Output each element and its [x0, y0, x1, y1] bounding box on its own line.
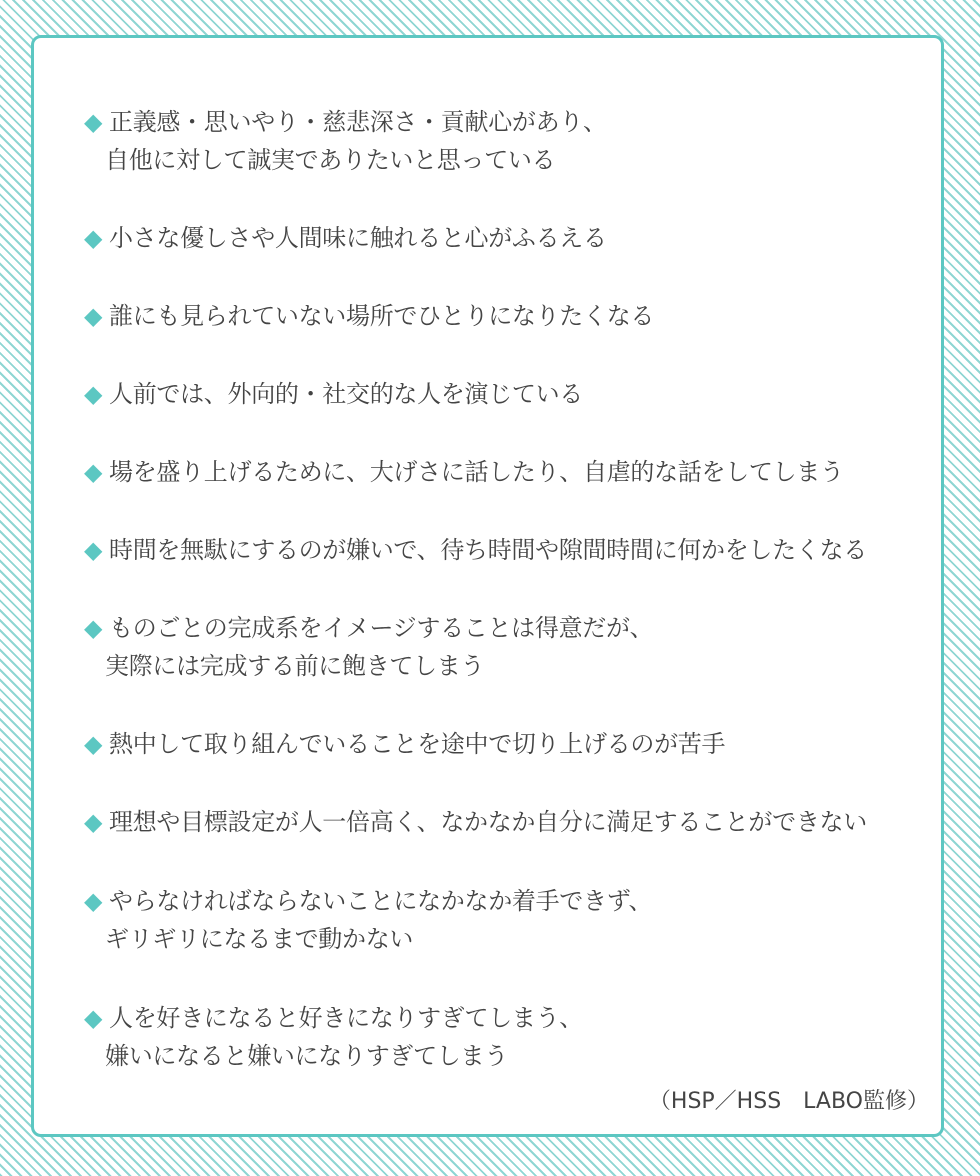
checklist-item-10: [84, 882, 652, 958]
supervision-credit: （HSP／HSS LABO監修）: [648, 1089, 929, 1114]
checklist-item-11: [84, 999, 583, 1075]
checklist-item-line: [84, 103, 607, 141]
checklist-item-7: [84, 609, 653, 685]
checklist-item-line: [84, 297, 654, 335]
diamond-bullet-icon: ◆: [84, 536, 103, 564]
diamond-bullet-icon: ◆: [84, 458, 103, 486]
diamond-bullet-icon: ◆: [84, 108, 103, 136]
checklist-item-line: [84, 999, 583, 1037]
checklist-item-2: [84, 219, 607, 257]
checklist-item-text: 人を好きになると好きになりすぎてしまう、: [109, 1004, 583, 1032]
checklist-item-text: 熱中して取り組んでいることを途中で切り上げるのが苦手: [109, 730, 726, 758]
checklist-item-9: [84, 803, 867, 841]
checklist-item-line: [84, 531, 867, 569]
checklist-item-line: [84, 609, 653, 647]
checklist-item-text: やらなければならないことになかなか着手できず、: [109, 887, 653, 915]
checklist-item-text: 小さな優しさや人間味に触れると心がふるえる: [109, 224, 607, 252]
checklist-item-text-continued: 嫌いになると嫌いになりすぎてしまう: [105, 1042, 508, 1070]
checklist-item-text: 場を盛り上げるために、大げさに話したり、自虐的な話をしてしまう: [109, 458, 844, 486]
checklist-item-line: [84, 375, 583, 413]
checklist-item-text-continued: 実際には完成する前に飽きてしまう: [105, 652, 485, 680]
checklist-item-line: [84, 453, 844, 491]
checklist-item-5: [84, 453, 844, 491]
checklist-card: [31, 35, 944, 1137]
checklist-item-line: [84, 219, 607, 257]
checklist-item-8: [84, 725, 725, 763]
checklist-item-4: [84, 375, 583, 413]
checklist-item-text: 時間を無駄にするのが嫌いで、待ち時間や隙間時間に何かをしたくなる: [109, 536, 867, 564]
diamond-bullet-icon: ◆: [84, 614, 103, 642]
checklist-item-text: 正義感・思いやり・慈悲深さ・貢献心があり、: [109, 108, 607, 136]
checklist-item-text-continued: 自他に対して誠実でありたいと思っている: [105, 146, 556, 174]
checklist-item-text: 誰にも見られていない場所でひとりになりたくなる: [109, 302, 655, 330]
diamond-bullet-icon: ◆: [84, 730, 103, 758]
checklist-item-text-continued: ギリギリになるまで動かない: [105, 925, 414, 953]
checklist-item-1: [84, 103, 607, 179]
diamond-bullet-icon: ◆: [84, 808, 103, 836]
diamond-bullet-icon: ◆: [84, 887, 103, 915]
diamond-bullet-icon: ◆: [84, 1004, 103, 1032]
diamond-bullet-icon: ◆: [84, 302, 103, 330]
checklist-item-6: [84, 531, 867, 569]
checklist-item-text: 人前では、外向的・社交的な人を演じている: [109, 380, 583, 408]
checklist-item-line: [84, 803, 867, 841]
checklist-item-line: [84, 882, 652, 920]
diamond-bullet-icon: ◆: [84, 224, 103, 252]
checklist-item-text: 理想や目標設定が人一倍高く、なかなか自分に満足することができない: [109, 808, 867, 836]
checklist-item-line: [84, 725, 725, 763]
diamond-bullet-icon: ◆: [84, 380, 103, 408]
checklist-item-3: [84, 297, 654, 335]
checklist-item-text: ものごとの完成系をイメージすることは得意だが、: [109, 614, 654, 642]
